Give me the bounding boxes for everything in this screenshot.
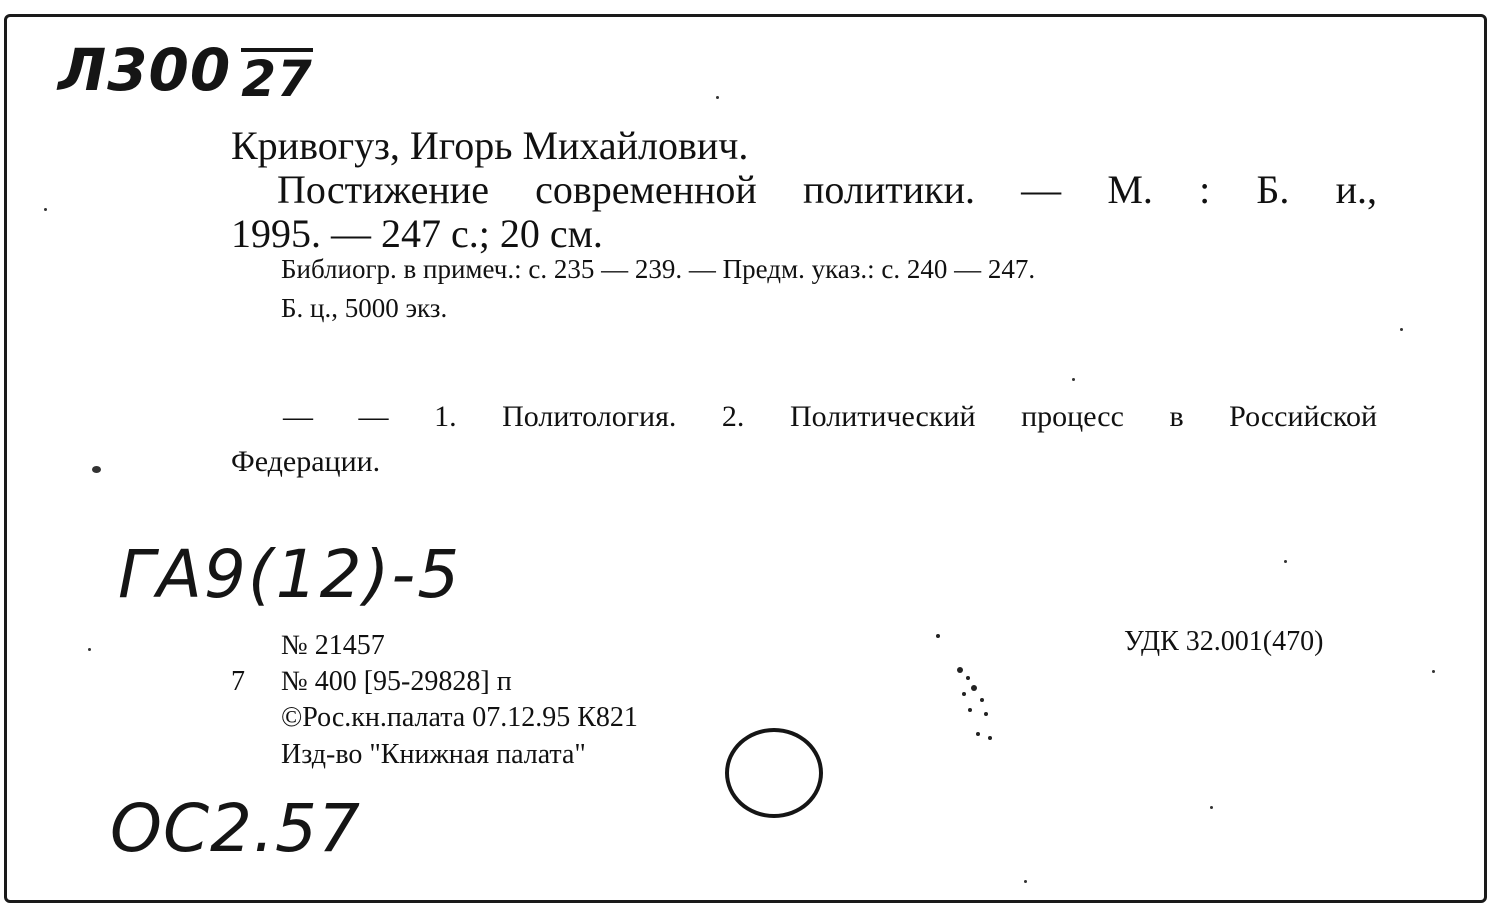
speckle-icon: [1024, 880, 1027, 883]
author-heading: Кривогуз, Игорь Михайлович.: [231, 123, 749, 168]
speckle-icon: [716, 96, 719, 99]
speckle-icon: [88, 648, 91, 651]
issue-number: № 400 [95-29828] п: [281, 666, 512, 697]
speckle-icon: [1210, 806, 1213, 809]
speckle-icon: [44, 208, 47, 211]
handwritten-shelf-mark: [58, 36, 313, 108]
ink-speckle-icon: [934, 630, 1004, 750]
subject-headings-line-1: — — 1. Политология. 2. Политический процесс в Российской: [283, 400, 1377, 433]
speckle-icon: [1072, 378, 1075, 381]
shelf-mark-sub: 27: [241, 50, 313, 108]
ink-blot-icon: [92, 466, 101, 473]
card-number: № 21457: [281, 630, 385, 661]
speckle-icon: [1432, 670, 1435, 673]
shelf-mark-main: Л300: [58, 36, 232, 104]
issue-prefix: 7: [231, 666, 245, 697]
handwritten-inventory-code: ОС2.57: [110, 790, 361, 867]
bibliography-note-line-2: Б. ц., 5000 экз.: [281, 293, 448, 323]
publisher-line: Изд-во "Книжная палата": [281, 739, 586, 770]
speckle-icon: [1400, 328, 1403, 331]
handwritten-classification-code: ГА9(12)-5: [118, 536, 462, 613]
subject-headings-line-2: Федерации.: [231, 445, 381, 478]
speckle-icon: [1284, 560, 1287, 563]
title-statement-line-1: Постижение современной политики. — М. : Б. и.,: [277, 167, 1377, 212]
title-statement-line-2: 1995. — 247 с.; 20 см.: [231, 211, 603, 256]
copyright-line: ©Рос.кн.палата 07.12.95 К821: [281, 702, 638, 733]
udc-code: УДК 32.001(470): [1124, 626, 1324, 657]
bibliography-note-line-1: Библиогр. в примеч.: с. 235 — 239. — Предм. указ.: с. 240 — 247.: [281, 254, 1036, 284]
stamp-circle-icon: [725, 728, 823, 818]
